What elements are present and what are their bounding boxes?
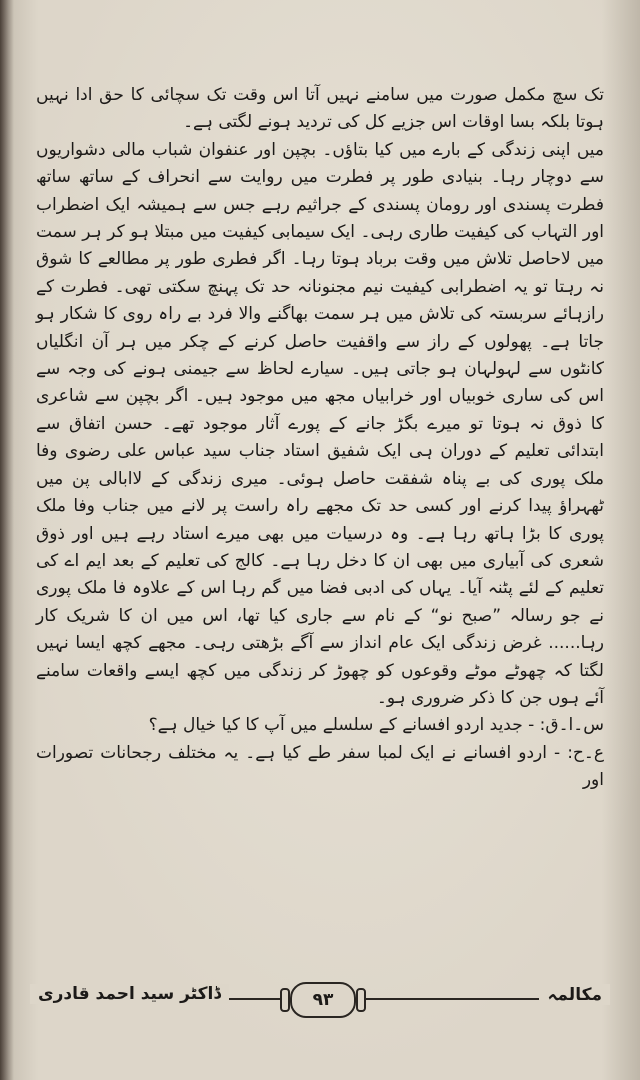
page-number [290, 982, 356, 1018]
paragraph-1: تک سچ مکمل صورت میں سامنے نہیں آتا اس وقت تک سچائی کا حق ادا نہیں ہوتا بلکہ بسا اوقات اس جزیے کل کی تردید ہونے لگتی ہے۔ [36, 85, 604, 133]
author-name: ڈاکٹر سید احمد قادری [30, 984, 229, 1004]
interview-question: س۔ا۔ق: - جدید اردو افسانے کے سلسلے میں آپ کا کیا خیال ہے؟ [148, 715, 604, 736]
page-number-text: ۹۳ [312, 990, 334, 1010]
paragraph-2: میں اپنی زندگی کے بارے میں کیا بتاؤں۔ بچپن اور عنفوان شباب مالی دشواریوں سے دوچار رہا۔ بنیادی طور پر فطرت میں روایت سے انحراف کے ساتھ ساتھ فطرت پسندی اور رومان پسندی کے جراثیم رہے جس سے ہمیشہ ایک اضطراب اور التہاب کی کیفیت طاری رہی۔ ایک سیمابی کیفیت میں مبتلا ہو کر ہر سمت میں لاحاصل تلاش میں وقت برباد ہوتا رہا۔ اگر فطری طور پر مطالعے کا شوق نہ رہتا تو یہ اضطرابی کیفیت نیم مجنونانہ حد تک پہنچ سکتی تھی۔ فطرت کے رازہائے سربستہ کی تلاش میں ہر سمت بھاگنے والا فرد بے راہ روی کا شکار ہو جاتا ہے۔ پھولوں کے راز سے واقفیت حاصل کرنے کے چکر میں ہر آن انگلیاں کانٹوں سے لہولہان ہو جاتی ہیں۔ سیارے لحاظ سے جیمنی ہونے کی وجہ سے اس کی ساری خوبیاں اور خرابیاں مجھ میں موجود ہیں۔ اگر بچپن سے شاعری کا ذوق نہ ہوتا تو میرے بگڑ جانے کے پورے آثار موجود تھے۔ حسن اتفاق سے ابتدائی تعلیم کے دوران ہی ایک شفیق استاد جناب سید عباس علی رضوی وفا ملک پوری کی بے پناہ شفقت حاصل ہوئی۔ میری زندگی کے لاابالی پن میں ٹھہراؤ پیدا کرنے اور کسی حد تک مجھے راہ راست پر لانے میں جناب وفا ملک پوری کا بڑا ہاتھ رہا ہے۔ وہ درسیات میں بھی میرے استاد رہے ہیں اور ذوق شعری کی آبیاری میں بھی ان کا دخل رہا ہے۔ کالج کی تعلیم کے بعد ایم اے کی تعلیم کے لئے پٹنہ آیا۔ یہاں کی ادبی فضا میں گم رہا اس کے علاوہ فا ملک پوری نے جو رسالہ ”صبح نو“ کے نام سے جاری کیا تھا، اس میں ان کا شریک کار رہا...... غرض زندگی ایک عام انداز سے آگے بڑھتی رہی۔ مجھے کچھ ایسا نہیں لگتا کہ چھوٹے موٹے وقوعوں کو چھوڑ کر زندگی میں کچھ ایسے واقعات سامنے آئے ہوں جن کا ذکر ضروری ہو۔ [36, 139, 604, 708]
book-title: مکالمہ [539, 984, 610, 1005]
page-gutter-shadow [0, 0, 14, 1080]
interview-answer: ع۔ح: - اردو افسانے نے ایک لمبا سفر طے کیا ہے۔ یہ مختلف رجحانات تصورات اور [36, 742, 604, 791]
page-body [36, 82, 604, 795]
page-footer [30, 982, 610, 1016]
